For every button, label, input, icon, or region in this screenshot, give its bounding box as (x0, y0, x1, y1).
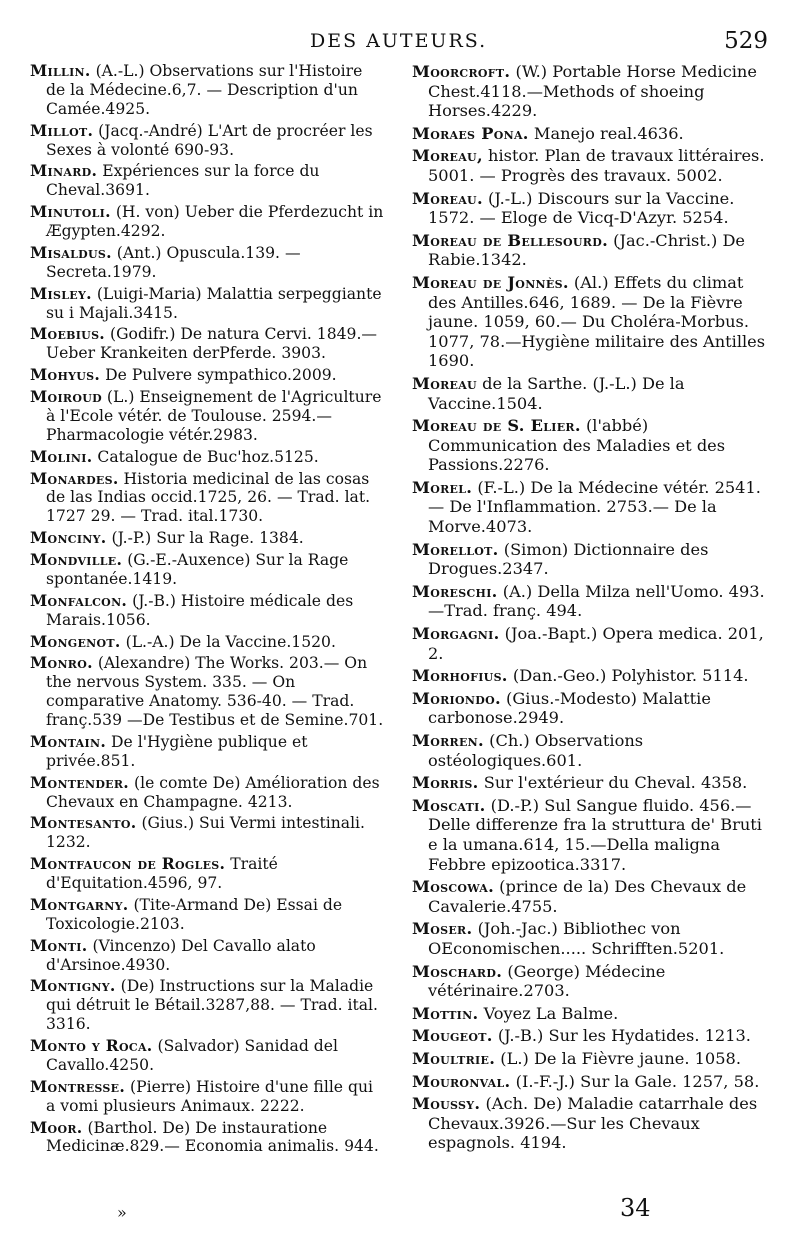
index-entry (30, 977, 385, 1034)
entry-text: (Jacq.-André) L'Art de procréer les Sexes à volonté 690-93. (46, 121, 373, 159)
author-name: Monti. (30, 935, 88, 955)
entry-text: (Pierre) Histoire d'une fille qui a vomi plusieurs Animaux. 2222. (46, 1077, 373, 1115)
author-name: Moreau de S. Elier. (412, 416, 581, 436)
index-entry (412, 962, 767, 1001)
index-entry (30, 1037, 385, 1075)
index-entry (412, 919, 767, 958)
index-entry (412, 666, 767, 686)
entry-text: (L.) Enseignement de l'Agriculture à l'Ecole vétér. de Toulouse. 2594.—Pharmacologie vétér.2983. (46, 388, 382, 444)
author-name: Montfaucon de Rogles. (30, 854, 226, 874)
index-entry (412, 731, 767, 770)
entry-text: (Ant.) Opuscula.139. — Secreta.1979. (46, 243, 301, 281)
author-name: Moscati. (412, 795, 486, 815)
author-name: Montigny. (30, 976, 116, 996)
author-name: Mohyus. (30, 365, 101, 385)
entry-text: Sur l'extérieur du Cheval. 4358. (483, 773, 748, 793)
author-name: Moultrie. (412, 1048, 496, 1068)
index-entry (30, 937, 385, 975)
index-entry (412, 1004, 767, 1024)
entry-text: (L.-A.) De la Vaccine.1520. (125, 632, 336, 651)
entry-text: (J.-B.) Sur les Hydatides. 1213. (497, 1026, 751, 1046)
running-title: DES AUTEURS. (310, 30, 488, 52)
entry-text: (Salvador) Sanidad del Cavallo.4250. (46, 1037, 338, 1074)
entry-text: De l'Hygiène publique et privée.851. (46, 732, 308, 770)
index-entry (30, 244, 385, 282)
index-entry (30, 814, 385, 852)
author-name: Misley. (30, 283, 92, 303)
index-entry (412, 540, 767, 579)
index-entry (30, 592, 385, 630)
entry-text: (Alexandre) The Works. 203.— On the nervous System. 335. — On comparative Anatomy. 536-40. — Trad. franç.539 —De Testibus et de Semine.701. (46, 654, 384, 729)
author-name: Moraes Pona. (412, 123, 529, 143)
entry-text: (Tite-Armand De) Essai de Toxicologie.2103. (46, 895, 343, 933)
entry-text: (Luigi-Maria) Malattia serpeggiante su i Majali.3415. (46, 284, 382, 322)
author-name: Morris. (412, 773, 479, 793)
entry-text: (Ach. De) Maladie catarrhale des Chevaux.3926.—Sur les Chevaux espagnols. 4194. (428, 1094, 758, 1153)
running-head (0, 30, 800, 60)
author-name: Moser. (412, 919, 473, 939)
author-name: Misaldus. (30, 242, 112, 262)
index-entry (30, 529, 385, 548)
index-entry (30, 855, 385, 893)
author-name: Moscowa. (412, 877, 495, 897)
entry-text: Catalogue de Buc'hoz.5125. (97, 447, 319, 466)
author-name: Moorcroft. (412, 62, 511, 81)
index-entry (412, 877, 767, 916)
author-name: Morgagni. (412, 624, 500, 644)
index-entry (412, 231, 767, 270)
author-name: Monto y Roca. (30, 1036, 153, 1055)
index-entry (30, 388, 385, 445)
entry-text: Traité d'Equitation.4596, 97. (46, 855, 278, 892)
index-entry (412, 582, 767, 621)
entry-text: De Pulvere sympathico.2009. (105, 366, 337, 385)
author-name: Moreau de Jonnès. (412, 272, 569, 292)
index-entry (30, 896, 385, 934)
index-entry (412, 1072, 767, 1092)
author-name: Mongenot. (30, 631, 121, 651)
entry-text: (Al.) Effets du climat des Antilles.646, 1689. — De la Fièvre jaune. 1059, 60.— Du Choléra-Morbus. 1077, 78.—Hygiène militaire des Antilles 1690. (428, 272, 766, 371)
author-name: Morren. (412, 731, 484, 750)
entry-text: Manejo real.4636. (533, 123, 684, 143)
entry-text: Voyez La Balme. (483, 1003, 619, 1023)
author-name: Moriondo. (412, 688, 501, 708)
author-name: Moussy. (412, 1094, 481, 1114)
index-entry (412, 189, 767, 228)
index-entry (412, 1094, 767, 1153)
entry-text: (prince de la) Des Chevaux de Cavalerie.4755. (428, 877, 747, 916)
author-name: Monciny. (30, 528, 107, 548)
entry-text: (L.) De la Fièvre jaune. 1058. (500, 1048, 741, 1068)
author-name: Montresse. (30, 1076, 126, 1096)
author-name: Moreau (412, 373, 477, 393)
entry-text: Expériences sur la force du Cheval.3691. (46, 162, 320, 200)
author-name: Monfalcon. (30, 590, 128, 610)
author-name: Moor. (30, 1117, 83, 1137)
index-entry (30, 162, 385, 200)
author-name: Minutoli. (30, 202, 111, 222)
left-column (30, 62, 385, 1159)
author-name: Mottin. (412, 1003, 479, 1023)
index-entry (412, 62, 767, 121)
author-name: Morel. (412, 477, 473, 497)
entry-text: (J.-L.) Discours sur la Vaccine. 1572. — Eloge de Vicq-D'Azyr. 5254. (428, 188, 735, 228)
entry-text: (Vincenzo) Del Cavallo alato d'Arsinoe.4930. (46, 936, 316, 974)
index-entry (30, 366, 385, 385)
index-entry (30, 203, 385, 241)
index-entry (412, 273, 767, 371)
author-name: Monro. (30, 653, 93, 673)
author-name: Minard. (30, 161, 98, 181)
entry-text: (Joa.-Bapt.) Opera medica. 201, 2. (428, 624, 764, 663)
page-number: 529 (724, 28, 768, 54)
index-entry (412, 416, 767, 475)
author-name: Moreau de Bellesourd. (412, 230, 609, 250)
signature-mark: 34 (620, 1194, 651, 1222)
author-name: Moreau. (412, 188, 483, 208)
entry-text: Historia medicinal de las cosas de las Indias occid.1725, 26. — Trad. lat. 1727 29. — Trad. ital.1730. (46, 469, 371, 526)
entry-text: (Dan.-Geo.) Polyhistor. 5114. (512, 666, 749, 686)
entry-text: (Ch.) Observations ostéologiques.601. (428, 731, 644, 770)
entry-text: (Simon) Dictionnaire des Drogues.2347. (428, 539, 709, 579)
index-entry (412, 1026, 767, 1046)
index-entry (30, 1119, 385, 1157)
index-entry (30, 633, 385, 652)
author-name: Montesanto. (30, 813, 137, 833)
index-entry (30, 1078, 385, 1116)
author-name: Montgarny. (30, 894, 129, 914)
entry-text: de la Sarthe. (J.-L.) De la Vaccine.1504. (428, 373, 685, 413)
index-entry (412, 796, 767, 874)
index-entry (30, 122, 385, 160)
author-name: Moschard. (412, 961, 503, 981)
author-name: Monardes. (30, 468, 119, 488)
author-name: Moiroud (30, 387, 102, 406)
right-column (412, 62, 767, 1156)
index-entry (412, 1049, 767, 1069)
entry-text: (De) Instructions sur la Maladie qui détruit le Bétail.3287,88. — Trad. ital. 3316. (46, 977, 378, 1034)
index-entry (412, 478, 767, 537)
entry-text: (Barthol. De) De instauratione Medicinæ.829.— Economia animalis. 944. (46, 1118, 379, 1156)
index-entry (412, 146, 767, 185)
footer-sign: » (117, 1203, 127, 1222)
author-name: Morellot. (412, 539, 499, 559)
entry-text: (H. von) Ueber die Pferdezucht in Ægypten.4292. (46, 203, 384, 240)
index-entry (30, 551, 385, 589)
author-name: Millin. (30, 61, 91, 80)
author-name: Moreschi. (412, 581, 498, 601)
entry-text: (le comte De) Amélioration des Chevaux en Champagne. 4213. (46, 773, 380, 811)
author-name: Moreau, (412, 146, 483, 166)
author-name: Mondville. (30, 550, 123, 569)
entry-text: (l'abbé) Communication des Maladies et des Passions.2276. (428, 416, 726, 475)
author-name: Mougeot. (412, 1026, 493, 1046)
entry-text: (J.-P.) Sur la Rage. 1384. (111, 529, 304, 548)
entry-text: (J.-B.) Histoire médicale des Marais.1056. (46, 591, 354, 629)
author-name: Montain. (30, 731, 107, 751)
index-entry (30, 470, 385, 527)
entry-text: (A.-L.) Observations sur l'Histoire de la Médecine.6,7. — Description d'un Camée.4925. (46, 62, 363, 118)
entry-text: (George) Médecine vétérinaire.2703. (428, 961, 666, 1001)
index-entry (30, 733, 385, 771)
index-entry (412, 773, 767, 793)
index-entry (30, 325, 385, 363)
entry-text: (F.-L.) De la Médecine vétér. 2541. — De l'Inflammation. 2753.— De la Morve.4073. (428, 477, 761, 537)
index-entry (412, 624, 767, 663)
author-name: Millot. (30, 120, 94, 140)
index-entry (30, 285, 385, 323)
author-name: Moebius. (30, 324, 106, 344)
entry-text: (Jac.-Christ.) De Rabie.1342. (428, 230, 746, 270)
author-name: Morhofius. (412, 666, 508, 686)
index-entry (412, 374, 767, 413)
entry-text: (Joh.-Jac.) Bibliothec von OEconomischen..... Schrifften.5201. (428, 919, 725, 958)
index-entry (30, 654, 385, 730)
entry-text: (W.) Portable Horse Medicine Chest.4118.—Methods of shoeing Horses.4229. (428, 62, 757, 121)
entry-text: (G.-E.-Auxence) Sur la Rage spontanée.1419. (46, 551, 349, 588)
entry-text: (I.-F.-J.) Sur la Gale. 1257, 58. (515, 1071, 760, 1091)
index-entry (30, 62, 385, 119)
author-name: Mouronval. (412, 1071, 511, 1091)
entry-text: (D.-P.) Sul Sangue fluido. 456.—Delle differenze fra la struttura de' Bruti e la umana.614, 15.—Della maligna Febbre epizootica.3317. (428, 795, 762, 874)
author-name: Molini. (30, 446, 93, 466)
entry-text: (Gius.) Sui Vermi intestinali. 1232. (46, 814, 366, 852)
entry-text: (Gius.-Modesto) Malattie carbonose.2949. (428, 688, 711, 728)
index-entry (30, 448, 385, 467)
index-entry (412, 124, 767, 144)
entry-text: (A.) Della Milza nell'Uomo. 493.—Trad. franç. 494. (428, 581, 765, 621)
index-entry (412, 689, 767, 728)
author-name: Montender. (30, 772, 130, 792)
entry-text: (Godifr.) De natura Cervi. 1849.—Ueber Krankeiten derPferde. 3903. (46, 325, 378, 363)
index-entry (30, 774, 385, 812)
entry-text: histor. Plan de travaux littéraires. 5001. — Progrès des travaux. 5002. (428, 146, 765, 185)
